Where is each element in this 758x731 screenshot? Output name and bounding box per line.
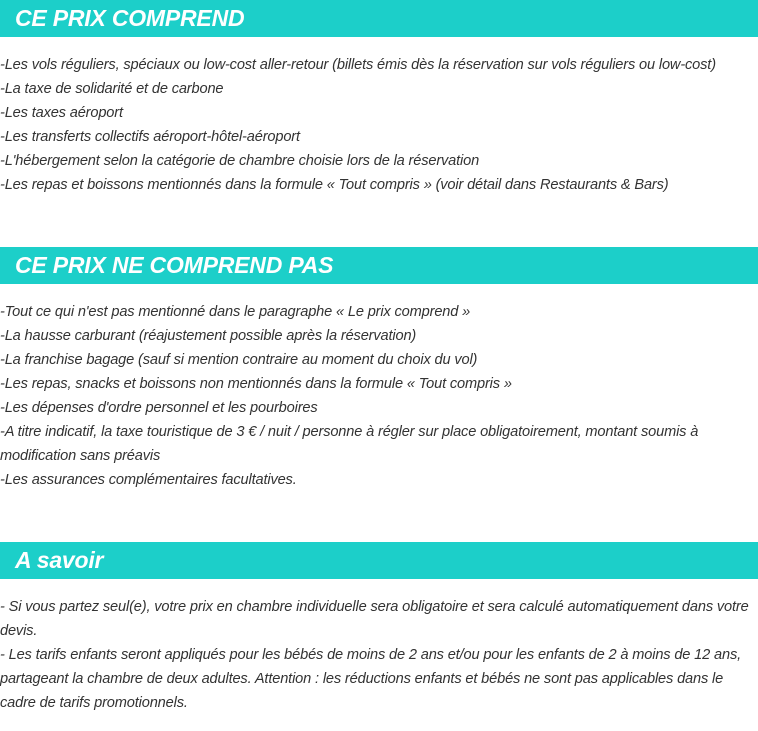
list-item: -Les vols réguliers, spéciaux ou low-cost aller-retour (billets émis dès la réservation sur vols réguliers ou low-cost) — [0, 57, 716, 73]
list-item: -Les repas et boissons mentionnés dans la formule « Tout compris » (voir détail dans Restaurants & Bars) — [0, 177, 669, 193]
included-list — [0, 53, 758, 197]
section-header — [0, 247, 758, 284]
list-item: - Si vous partez seul(e), votre prix en chambre individuelle sera obligatoire et sera calculé automatiquement dans votre devis. — [0, 599, 749, 639]
section-header — [0, 542, 758, 579]
list-item: -Les assurances complémentaires facultatives. — [0, 472, 297, 488]
section-title: CE PRIX COMPREND — [15, 5, 245, 31]
list-item: -Les dépenses d'ordre personnel et les pourboires — [0, 400, 318, 416]
list-item: -L'hébergement selon la catégorie de chambre choisie lors de la réservation — [0, 153, 480, 169]
section-price-includes — [0, 0, 758, 197]
list-item: - Les tarifs enfants seront appliqués pour les bébés de moins de 2 ans et/ou pour les enfants de 2 à moins de 12 ans, partageant la chambre de deux adultes. Attention : les réductions enfants et bébés ne sont pas applicables dans le cadre de tarifs promotionnels. — [0, 647, 741, 711]
list-item: -Tout ce qui n'est pas mentionné dans le paragraphe « Le prix comprend » — [0, 304, 471, 320]
section-good-to-know — [0, 542, 758, 715]
excluded-list — [0, 300, 758, 492]
list-item: -La taxe de solidarité et de carbone — [0, 81, 224, 97]
info-list — [0, 595, 758, 715]
list-item: -A titre indicatif, la taxe touristique de 3 € / nuit / personne à régler sur place obligatoirement, montant soumis à modification sans préavis — [0, 424, 699, 464]
section-price-excludes — [0, 247, 758, 492]
list-item: -Les repas, snacks et boissons non mentionnés dans la formule « Tout compris » — [0, 376, 512, 392]
section-header — [0, 0, 758, 37]
list-item: -Les transferts collectifs aéroport-hôtel-aéroport — [0, 129, 300, 145]
list-item: -La hausse carburant (réajustement possible après la réservation) — [0, 328, 417, 344]
section-title: A savoir — [15, 547, 104, 573]
list-item: -La franchise bagage (sauf si mention contraire au moment du choix du vol) — [0, 352, 478, 368]
list-item: -Les taxes aéroport — [0, 105, 123, 121]
section-title: CE PRIX NE COMPREND PAS — [15, 252, 334, 278]
